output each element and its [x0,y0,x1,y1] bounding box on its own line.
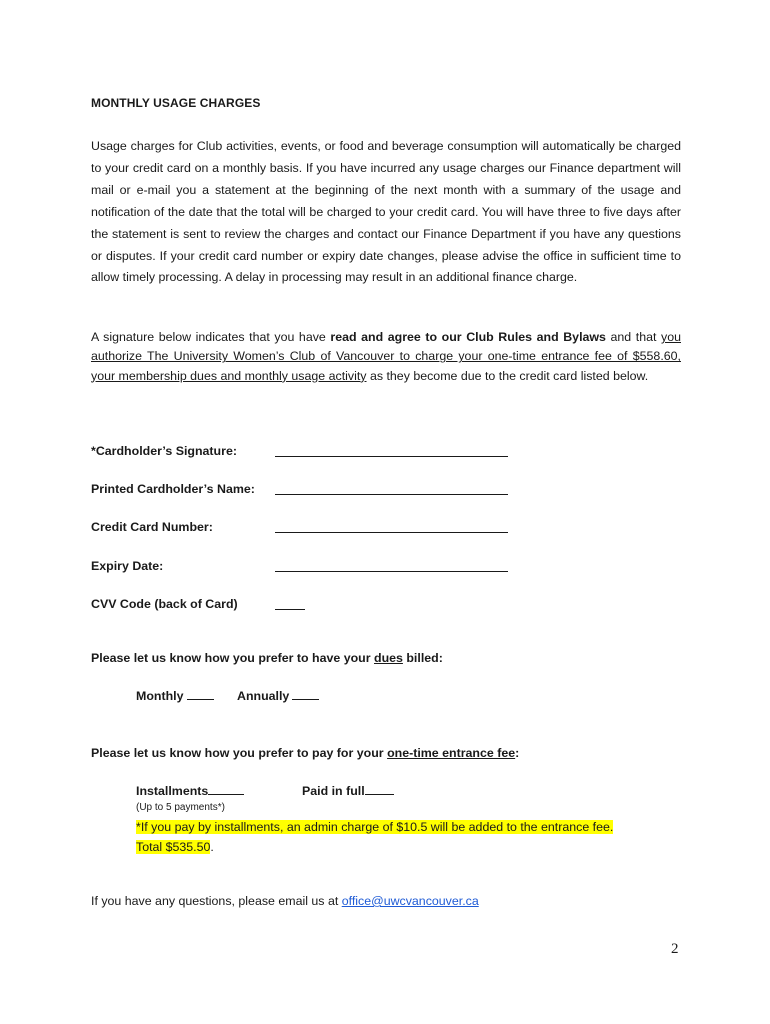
paid-in-full-label: Paid in full [302,784,365,798]
paid-in-full-option [302,784,394,798]
installments-note: (Up to 5 payments*) [136,802,225,813]
dues-question [91,651,443,665]
email-link[interactable]: office@uwcvancouver.ca [341,894,479,908]
annually-blank[interactable] [292,689,319,700]
installments-label: Installments [136,784,209,798]
installments-option [136,784,244,798]
admin-charge-line-1: *If you pay by installments, an admin charge of $10.5 will be added to the entrance fee. [136,820,614,834]
signature-field[interactable] [275,456,508,457]
dues-question-prefix: Please let us know how you prefer to have your [91,651,374,665]
authorization-connector: and that [605,330,662,344]
entrance-fee-question-underlined: one-time entrance fee [387,746,516,760]
expiry-date-label: Expiry Date: [91,559,164,573]
admin-charge-note [136,818,613,857]
entrance-fee-question-suffix: : [515,746,520,760]
usage-charges-paragraph: Usage charges for Club activities, events, or food and beverage consumption will automatically be charged to your credit card on a monthly basis. If you have incurred any usage charges our Finance department will mail or e-mail you a statement at the beginning of the next month with a summary of the usage and notification of the date that the total will be charged to your credit card. You will have three to five days after the statement is sent to review the charges and contact our Finance Department if you have any questions or disputes. If your credit card number or expiry date changes, please advise the office in sufficient time to allow timely processing. A delay in processing may result in an additional finance charge. [91,139,681,285]
section-heading: MONTHLY USAGE CHARGES [91,96,261,110]
rules-agreement-text: read and agree to our Club Rules and Bylaws [330,330,606,344]
monthly-label: Monthly [136,689,184,703]
monthly-blank[interactable] [187,689,214,700]
printed-name-field[interactable] [275,494,508,495]
contact-line [91,894,479,908]
annually-label: Annually [237,689,290,703]
monthly-option [136,689,214,703]
cvv-field[interactable] [275,609,305,610]
admin-charge-period: . [210,839,214,854]
entrance-fee-question-prefix: Please let us know how you prefer to pay for your [91,746,388,760]
page-number: 2 [671,941,679,957]
paid-in-full-blank[interactable] [365,784,394,795]
contact-text: If you have any questions, please email us at [91,894,342,908]
card-number-field[interactable] [275,532,508,533]
admin-charge-total: Total $535.50 [136,839,211,854]
authorization-underlined-text: you authorize The University Women’s Club of Vancouver to charge your one-time entrance fee of $558.60, your membership dues and monthly usage activity [91,330,681,383]
annually-option [237,689,319,703]
cvv-label: CVV Code (back of Card) [91,597,238,611]
dues-question-underlined: dues [374,651,403,665]
authorization-ending: as they become due to the credit card listed below. [366,368,649,383]
authorization-paragraph [91,328,681,386]
expiry-date-field[interactable] [275,571,508,572]
signature-label: *Cardholder’s Signature: [91,444,237,458]
card-number-label: Credit Card Number: [91,520,213,534]
entrance-fee-question [91,746,519,760]
installments-blank[interactable] [208,784,244,795]
authorization-intro: A signature below indicates that you have [91,330,331,344]
printed-name-label: Printed Cardholder’s Name: [91,482,255,496]
dues-question-suffix: billed: [402,651,443,665]
